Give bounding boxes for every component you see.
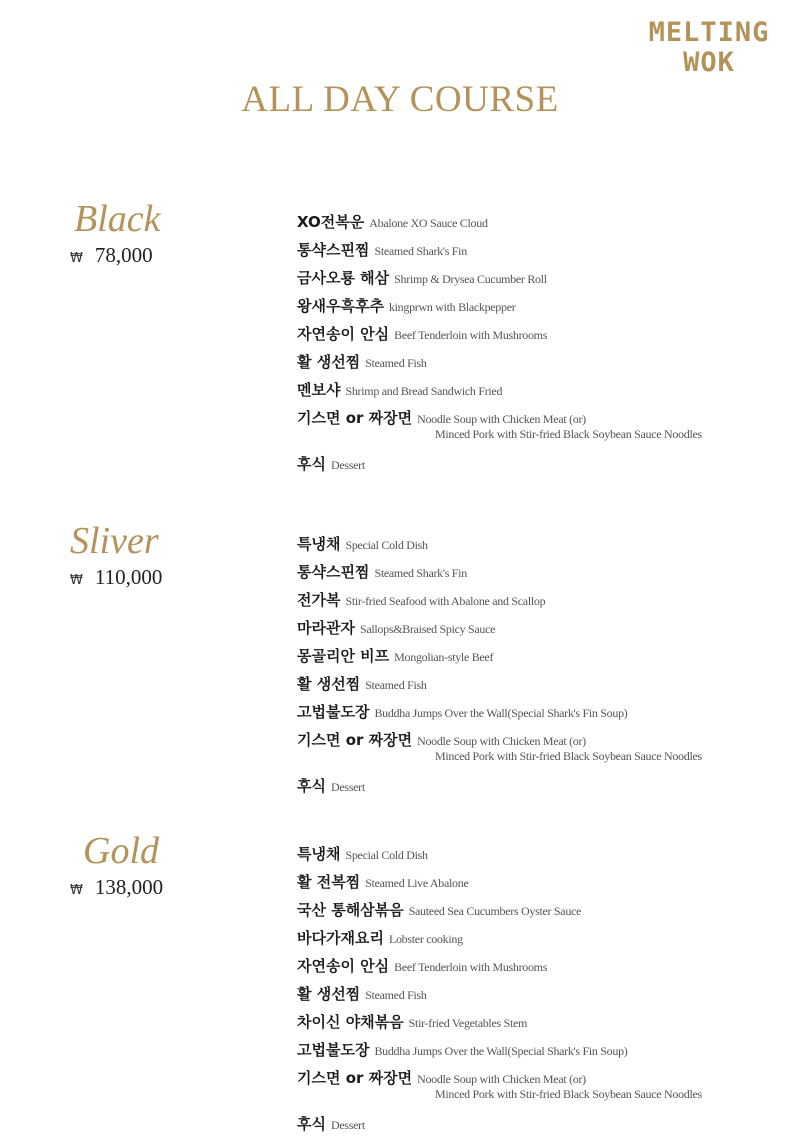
course-menu-black xyxy=(297,212,702,482)
menu-item xyxy=(297,674,702,702)
menu-item-korean: 고법불도장 xyxy=(297,1041,370,1059)
currency-symbol: ₩ xyxy=(70,883,83,898)
menu-item-korean: 전가복 xyxy=(297,591,341,609)
menu-item xyxy=(297,212,702,240)
menu-item-korean: 기스면 or 짜장면 xyxy=(297,731,413,749)
menu-item xyxy=(297,240,702,268)
menu-item-english: Stir-fried Seafood with Abalone and Scallop xyxy=(345,594,546,608)
menu-item-korean: 통샥스핀찜 xyxy=(297,241,370,259)
logo-line-1: MELTING xyxy=(648,17,770,48)
menu-item-english: kingprwn with Blackpepper xyxy=(388,300,516,314)
menu-item xyxy=(297,590,702,618)
menu-item xyxy=(297,1040,702,1068)
course-name-gold: Gold xyxy=(83,830,159,872)
menu-item-korean: 후식 xyxy=(297,777,326,795)
menu-item xyxy=(297,928,702,956)
menu-item-english: Special Cold Dish xyxy=(345,538,428,552)
menu-item-english: Dessert xyxy=(330,458,365,472)
menu-item xyxy=(297,844,702,872)
menu-item-korean: 특냉채 xyxy=(297,535,341,553)
course-name-sliver: Sliver xyxy=(70,520,159,562)
logo-line-2: WOK xyxy=(683,47,735,78)
course-price-sliver xyxy=(70,565,162,590)
currency-symbol: ₩ xyxy=(70,573,83,588)
menu-item-korean: 후식 xyxy=(297,455,326,473)
menu-item xyxy=(297,534,702,562)
menu-item-english: Shrimp and Bread Sandwich Fried xyxy=(345,384,503,398)
menu-item-dessert xyxy=(297,776,702,804)
menu-item xyxy=(297,408,702,454)
menu-item-korean: 바다가재요리 xyxy=(297,929,384,947)
menu-item xyxy=(297,352,702,380)
menu-item-korean: 자연송이 안심 xyxy=(297,957,390,975)
course-price-gold xyxy=(70,875,163,900)
menu-item-english: Beef Tenderloin with Mushrooms xyxy=(394,960,548,974)
menu-item-english: Dessert xyxy=(330,1118,365,1132)
menu-item-english: Mongolian-style Beef xyxy=(394,650,494,664)
price-value: 138,000 xyxy=(94,875,164,899)
menu-item-english: Sallops&Braised Spicy Sauce xyxy=(359,622,496,636)
menu-item xyxy=(297,900,702,928)
course-price-black xyxy=(70,243,153,268)
menu-item-korean: 자연송이 안심 xyxy=(297,325,390,343)
menu-item-english: Lobster cooking xyxy=(388,932,463,946)
menu-item xyxy=(297,956,702,984)
menu-item xyxy=(297,296,702,324)
menu-item-korean: 활 생선찜 xyxy=(297,675,361,693)
menu-item-english: Noodle Soup with Chicken Meat (or) xyxy=(417,734,586,748)
menu-item xyxy=(297,730,702,776)
menu-item-korean: 기스면 or 짜장면 xyxy=(297,409,413,427)
menu-item-korean: 멘보샤 xyxy=(297,381,341,399)
menu-item-korean: 기스면 or 짜장면 xyxy=(297,1069,413,1087)
menu-item-english-continued: Minced Pork with Stir-fried Black Soybean Sauce Noodles xyxy=(435,427,702,441)
menu-item-english: Sauteed Sea Cucumbers Oyster Sauce xyxy=(408,904,582,918)
menu-item-english-continued: Minced Pork with Stir-fried Black Soybean Sauce Noodles xyxy=(435,1087,702,1101)
menu-item-english: Special Cold Dish xyxy=(345,848,428,862)
currency-symbol: ₩ xyxy=(70,251,83,266)
menu-item xyxy=(297,618,702,646)
menu-item-korean: 활 전복찜 xyxy=(297,873,361,891)
page-title: ALL DAY COURSE xyxy=(241,79,559,120)
menu-item-english: Abalone XO Sauce Cloud xyxy=(369,216,488,230)
menu-item-korean: 금사오룡 해삼 xyxy=(297,269,390,287)
menu-item-dessert xyxy=(297,1114,702,1142)
menu-item-korean: 통샥스핀찜 xyxy=(297,563,370,581)
menu-item-english: Shrimp & Drysea Cucumber Roll xyxy=(394,272,547,286)
menu-item xyxy=(297,1068,702,1114)
menu-item-korean: 차이신 야채볶음 xyxy=(297,1013,404,1031)
menu-item-dessert xyxy=(297,454,702,482)
menu-item xyxy=(297,562,702,590)
menu-item-korean: 활 생선찜 xyxy=(297,985,361,1003)
course-menu-sliver xyxy=(297,534,702,804)
menu-item xyxy=(297,1012,702,1040)
menu-item-english: Noodle Soup with Chicken Meat (or) xyxy=(417,412,586,426)
menu-item-korean: 후식 xyxy=(297,1115,326,1133)
menu-item-english: Steamed Fish xyxy=(365,356,427,370)
menu-item-english-continued: Minced Pork with Stir-fried Black Soybean Sauce Noodles xyxy=(435,749,702,763)
menu-item xyxy=(297,702,702,730)
menu-item-english: Steamed Shark's Fin xyxy=(374,244,467,258)
menu-item xyxy=(297,324,702,352)
menu-item-korean: 국산 통해삼볶음 xyxy=(297,901,404,919)
menu-item-korean: 활 생선찜 xyxy=(297,353,361,371)
menu-item-english: Steamed Fish xyxy=(365,678,427,692)
menu-item-english: Dessert xyxy=(330,780,365,794)
course-menu-gold xyxy=(297,844,702,1142)
menu-item-korean: 몽골리안 비프 xyxy=(297,647,390,665)
menu-item xyxy=(297,984,702,1012)
price-value: 78,000 xyxy=(94,243,153,267)
menu-item-english: Steamed Live Abalone xyxy=(365,876,469,890)
menu-item-korean: 마라관자 xyxy=(297,619,355,637)
menu-item xyxy=(297,646,702,674)
menu-item-korean: XO전복운 xyxy=(297,213,365,231)
menu-item xyxy=(297,872,702,900)
menu-item-korean: 왕새우흑후추 xyxy=(297,297,384,315)
menu-item xyxy=(297,268,702,296)
menu-item-english: Buddha Jumps Over the Wall(Special Shark's Fin Soup) xyxy=(374,706,628,720)
course-name-black: Black xyxy=(74,198,161,240)
menu-item-english: Steamed Fish xyxy=(365,988,427,1002)
menu-item-english: Noodle Soup with Chicken Meat (or) xyxy=(417,1072,586,1086)
menu-item-english: Buddha Jumps Over the Wall(Special Shark's Fin Soup) xyxy=(374,1044,628,1058)
menu-item xyxy=(297,380,702,408)
menu-item-korean: 특냉채 xyxy=(297,845,341,863)
menu-item-english: Beef Tenderloin with Mushrooms xyxy=(394,328,548,342)
price-value: 110,000 xyxy=(94,565,163,589)
brand-logo xyxy=(644,18,774,78)
menu-item-korean: 고법불도장 xyxy=(297,703,370,721)
menu-item-english: Stir-fried Vegetables Stem xyxy=(408,1016,528,1030)
menu-item-english: Steamed Shark's Fin xyxy=(374,566,467,580)
